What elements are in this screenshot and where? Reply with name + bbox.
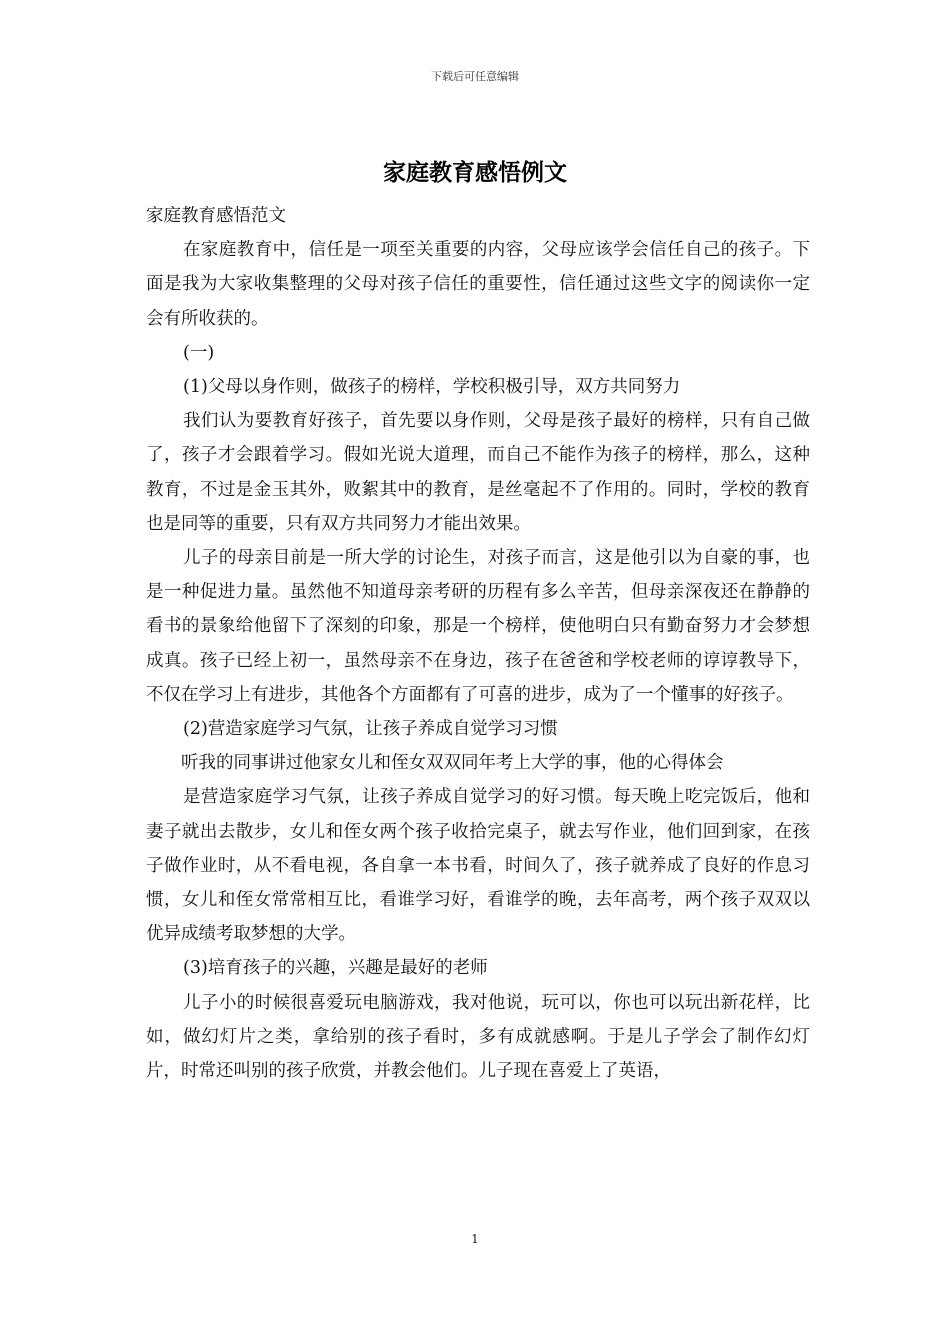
section-heading-3: (3)培育孩子的兴趣，兴趣是最好的老师 [183, 958, 488, 979]
paragraph-intro: 在家庭教育中，信任是一项至关重要的内容，父母应该学会信任自己的孩子。下面是我为大家收集整理的父母对孩子信任的重要性，信任通过这些文字的阅读你一定会有所收获的。 [146, 240, 810, 329]
paragraph: 是营造家庭学习气氛，让孩子养成自觉学习的好习惯。每天晚上吃完饭后，他和妻子就出去散步，女儿和侄女两个孩子收拾完桌子，就去写作业，他们回到家，在孩子做作业时，从不看电视，各自拿一本书看，时间久了，孩子就养成了良好的作息习惯，女儿和侄女常常相互比，看谁学习好，看谁学的晚，去年高考，两个孩子双双以优异成绩考取梦想的大学。 [146, 787, 810, 945]
paragraph: 我们认为要教育好孩子，首先要以身作则，父母是孩子最好的榜样，只有自己做了，孩子才会跟着学习。假如光说大道理，而自己不能作为孩子的榜样，那么，这种教育，不过是金玉其外，败絮其中的教育，是丝毫起不了作用的。同时，学校的教育也是同等的重要，只有双方共同努力才能出效果。 [146, 411, 810, 534]
document-subtitle: 家庭教育感悟范文 [146, 206, 286, 226]
section-marker: (一) [183, 342, 215, 363]
paragraph: 儿子的母亲目前是一所大学的讨论生，对孩子而言，这是他引以为自豪的事，也是一种促进力量。虽然他不知道母亲考研的历程有多么辛苦，但母亲深夜还在静静的看书的景象给他留下了深刻的印象，那是一个榜样，使他明白只有勤奋努力才会梦想成真。孩子已经上初一，虽然母亲不在身边，孩子在爸爸和学校老师的谆谆教导下，不仅在学习上有进步，其他各个方面都有了可喜的进步，成为了一个懂事的好孩子。 [146, 548, 810, 705]
section-heading-2: (2)营造家庭学习气氛，让孩子养成自觉学习习惯 [183, 719, 558, 740]
paragraph: 听我的同事讲过他家女儿和侄女双双同年考上大学的事，他的心得体会 [181, 753, 724, 774]
paragraph: 儿子小的时候很喜爱玩电脑游戏，我对他说，玩可以，你也可以玩出新花样，比如，做幻灯片之类，拿给别的孩子看时，多有成就感啊。于是儿子学会了制作幻灯片，时常还叫别的孩子欣赏，并教会他们。儿子现在喜爱上了英语， [146, 992, 810, 1082]
page-header: 下载后可任意编辑 [431, 70, 519, 83]
document-title: 家庭教育感悟例文 [383, 159, 567, 186]
section-heading-1: (1)父母以身作则，做孩子的榜样，学校积极引导，双方共同努力 [183, 377, 681, 398]
document-body [146, 199, 810, 1088]
page-number: 1 [471, 1232, 479, 1246]
